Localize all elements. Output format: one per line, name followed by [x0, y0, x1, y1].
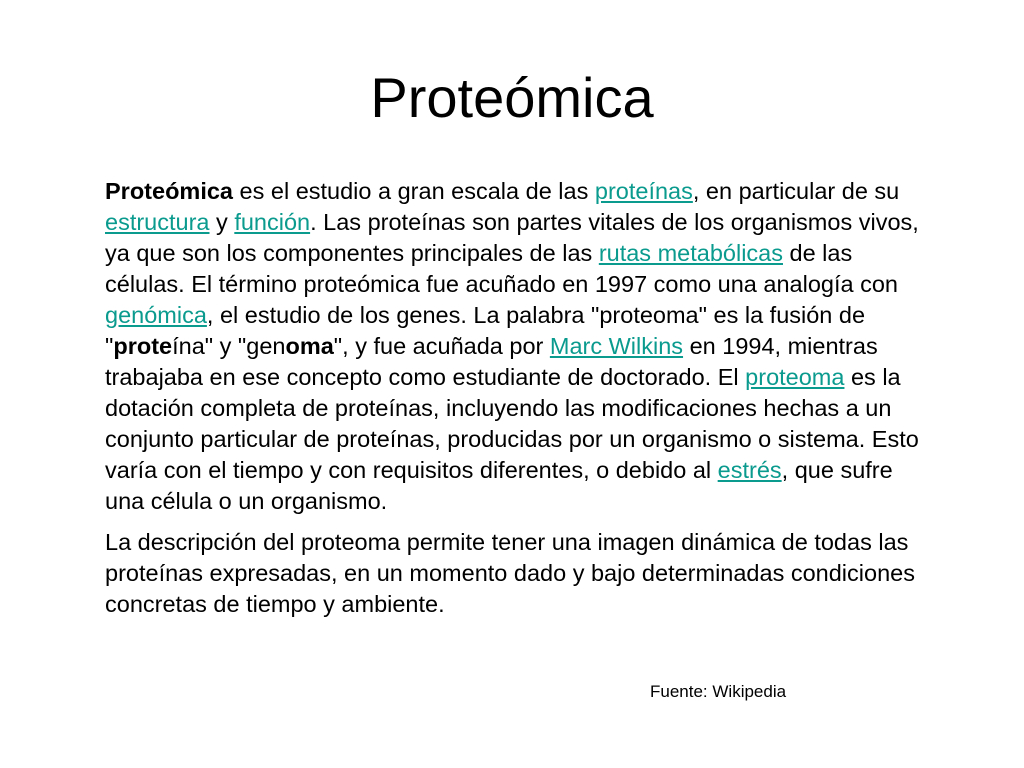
bold-oma: oma — [285, 333, 334, 359]
text-run: es la dotación completa de proteínas, incluyendo las modificaciones hechas a un conjunto particular de proteínas, producidas por un organismo o sistema. Esto varía con el tiempo y con requisitos diferentes, o debido al — [105, 364, 919, 483]
source-caption: Fuente: Wikipedia — [650, 682, 787, 701]
slide-title: Proteómica — [370, 66, 654, 129]
link-proteinas[interactable]: proteínas — [594, 178, 693, 204]
text-run: de las células. El término proteómica fue acuñado en 1997 como una analogía con — [105, 240, 898, 297]
text-run: . Las proteínas son partes vitales de los organismos vivos, ya que son los componentes principales de las — [105, 209, 919, 266]
slide-body — [105, 176, 925, 620]
link-rutas-metabolicas[interactable]: rutas metabólicas — [598, 240, 783, 266]
text-run: , que sufre una célula o un organismo. — [105, 457, 893, 514]
link-funcion[interactable]: función — [234, 209, 311, 235]
paragraph-definition — [105, 176, 925, 517]
link-proteoma[interactable]: proteoma — [745, 364, 845, 390]
text-run: ína" y "gen — [172, 333, 286, 359]
text-run: , el estudio de los genes. La palabra "proteoma" es la fusión de " — [105, 302, 866, 359]
link-estres[interactable]: estrés — [717, 457, 782, 483]
link-genomica[interactable]: genómica — [105, 302, 207, 328]
bold-prote: prote — [113, 333, 173, 359]
text-run: ", y fue acuñada por — [333, 333, 550, 359]
text-run: , en particular de su — [692, 178, 900, 204]
link-marc-wilkins[interactable]: Marc Wilkins — [549, 333, 684, 359]
text-run: y — [209, 209, 235, 235]
paragraph-description: La descripción del proteoma permite tener una imagen dinámica de todas las proteínas expresadas, en un momento dado y bajo determinadas condiciones concretas de tiempo y ambiente. — [105, 529, 915, 617]
text-run: es el estudio a gran escala de las — [233, 178, 595, 204]
link-estructura[interactable]: estructura — [105, 209, 210, 235]
text-run: en 1994, mientras trabajaba en ese concepto como estudiante de doctorado. El — [105, 333, 878, 390]
term-bold: Proteómica — [105, 178, 233, 204]
